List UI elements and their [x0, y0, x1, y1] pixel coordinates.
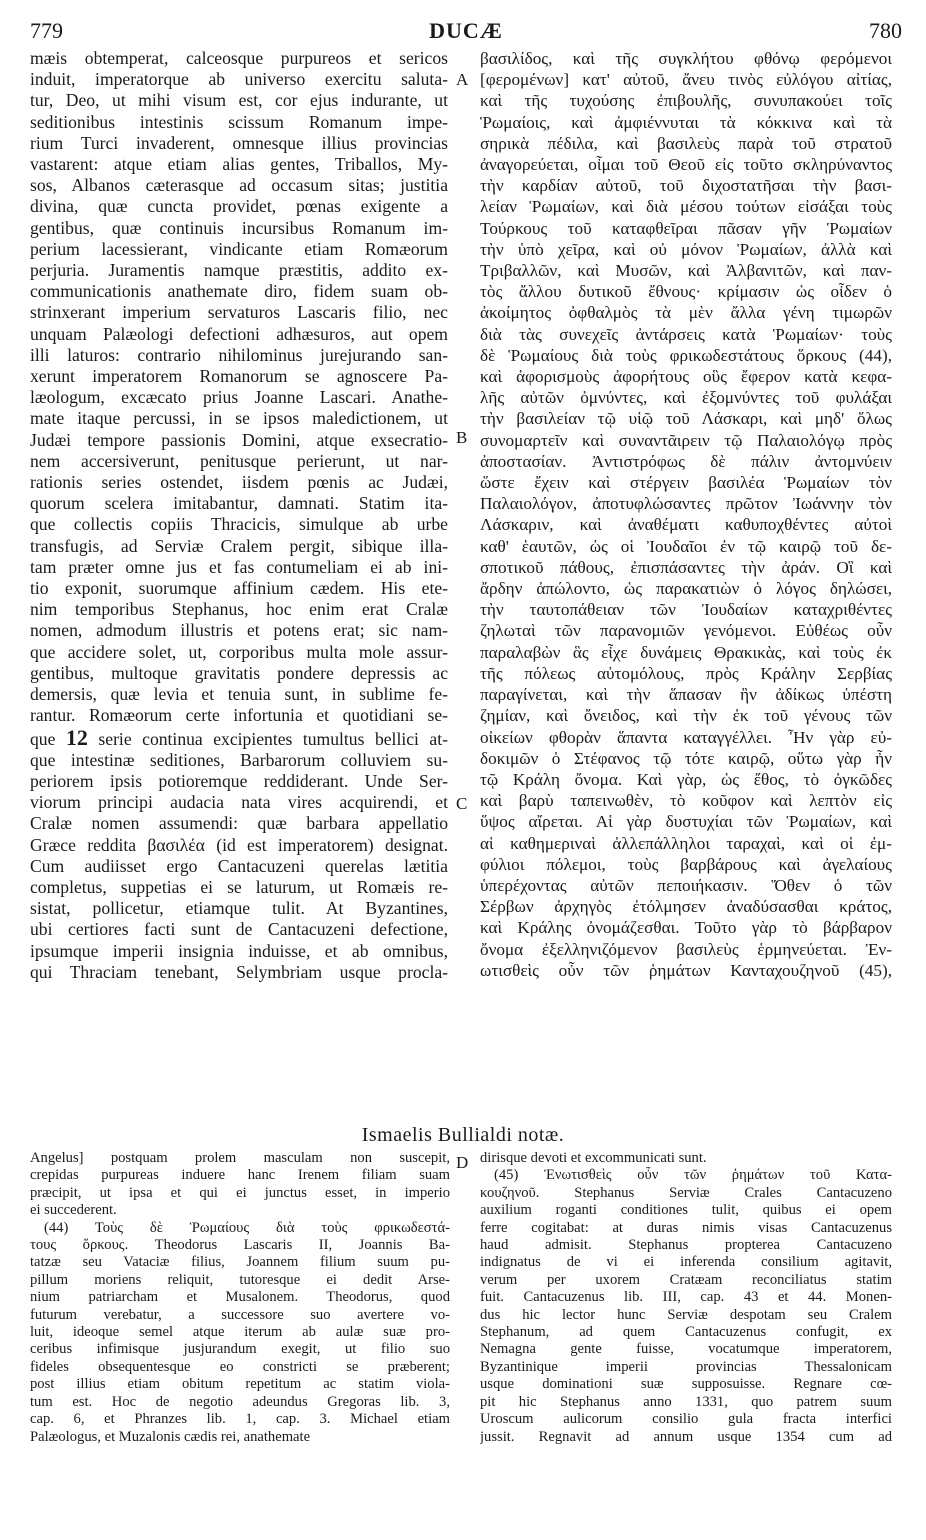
- note-line: (45) Ἐνωτισθεὶς οὖν τῶν ῥημάτων τοῦ Κατα-: [494, 1167, 892, 1184]
- latin-line: vastarent: atque etiam alias gentes, Triballos, My-: [30, 154, 448, 175]
- greek-line: Τούρκους τοῦ καταφθεῖραι πᾶσαν γῆν Ῥωμαίων: [480, 218, 892, 238]
- greek-line: καθ' ἑαυτῶν, ὡς οἱ Ἰουδαῖοι ἐν τῷ καιρῷ τοῦ δε-: [480, 536, 892, 556]
- margin-letter-d: D: [456, 1153, 469, 1172]
- note-line: futurum verebatur, a successore suo avertere vo-: [30, 1306, 450, 1323]
- latin-line: rium Turci invaderent, omnesque illius provincias: [30, 132, 448, 153]
- latin-line: Græce reddita βασιλέα (id est imperatorem) designat.: [30, 834, 448, 855]
- greek-text-column: [480, 48, 892, 981]
- greek-line: συνομαρτεῖν καὶ συναντᾶιρειν τῷ Παλαιολόγῳ πρὸς: [480, 430, 892, 450]
- greek-line: Σέρβων ἀρχηγὸς ἐτόλμησεν ἀναδύσασθαι κράτος,: [480, 897, 892, 917]
- latin-line: unquam Palæologi defectioni adhæsuros, aut opem: [30, 323, 448, 344]
- greek-line: ωτισθεὶς οὖν τῶν ῥημάτων Κανταχουζηνοῦ (45),: [480, 960, 892, 980]
- latin-line: que 12 serie continua excipientes tumultus bellici at-: [30, 726, 448, 750]
- greek-line: ζηλωταὶ τῶν παρανομιῶν γενόμενοι. Εὐθέως οὖν: [480, 621, 892, 641]
- margin-letter-a: A: [456, 70, 469, 89]
- latin-line: que collectis copiis Thracicis, simulque ab urbe: [30, 514, 448, 535]
- note-line: crepidas purpureas induere hanc Irenem filiam suam: [30, 1167, 450, 1184]
- note-line: (44) Τοὺς δὲ Ῥωμαίους διὰ τοὺς φρικωδεστά-: [44, 1219, 450, 1236]
- latin-line: Cralæ nomen assumendi: quæ barbara appellatio: [30, 813, 448, 834]
- greek-line: διὰ τὰς συνεχεῖς ἀντάρσεις κατὰ Ῥωμαίων· τοὺς: [480, 324, 892, 344]
- greek-line: λῆς αὐτῶν ὀμνύντες, καὶ ἐξομνύντες τοῦ φυλάξαι: [480, 388, 892, 408]
- note-line: haud admisit. Stephanus propterea Cantacuzeno: [480, 1237, 892, 1254]
- greek-line: τὴν βασιλείαν τῷ υἱῷ τοῦ Λάσκαρι, καὶ μηδ' ὅλως: [480, 409, 892, 429]
- note-line: tum est. Hoc de negotio adeundus Gregoras lib. 3,: [30, 1393, 450, 1410]
- latin-line: ipsumque imperii insignia induisse, et ab omnibus,: [30, 940, 448, 961]
- greek-line: φύλιοι πόλεμοι, τοὺς βαρβάρους καὶ ἀγελαίους: [480, 854, 892, 874]
- latin-line: mate itaque percussi, in se ipsos maledictionem, ut: [30, 408, 448, 429]
- note-line: fuit. Cantacuzenus lib. III, cap. 43 et 44. Monen-: [480, 1289, 892, 1306]
- greek-line: οἰκείων φθορὰν ἅπαντα καταγγέλλει. Ἦν γὰρ εὐ-: [480, 727, 892, 747]
- note-line: fideles obsequentesque eo constricti se præberent;: [30, 1358, 450, 1375]
- latin-line: periorem ipsis potioremque reddiderant. Unde Ser-: [30, 770, 448, 791]
- greek-line: αἱ καθημεριναὶ ἀλλεπάλληλοι ταραχαὶ, καὶ οἱ ἐμ-: [480, 833, 892, 853]
- latin-line: xerunt imperatorem Romanorum se agnoscere Pa-: [30, 366, 448, 387]
- greek-line: ὄνομα ἐξελληνιζόμενον βασιλεὺς ἑρμηνεύεται. Ἐν-: [480, 939, 892, 959]
- note-line: κουζηνοῦ. Stephanus Serviæ Crales Cantacuzeno: [480, 1184, 892, 1201]
- note-line: Nemagna gente fuisse, vocatumque imperatorem,: [480, 1341, 892, 1358]
- greek-line: τὴν ταυτοπάθειαν τῶν Ἰουδαίων καταχριθέντες: [480, 600, 892, 620]
- note-line: indignatus de vi ei inferenda consilium agitavit,: [480, 1254, 892, 1271]
- note-line: Palæologus, et Muzalonis cædis rei, anathemate: [30, 1428, 311, 1445]
- latin-line-rest: serie continua excipientes tumultus bellici at-: [98, 728, 448, 749]
- latin-line: illi laturos: contrario nihilominus jurejurando san-: [30, 344, 448, 365]
- latin-line: seditionibus intestinis scissum Romanum impe-: [30, 111, 448, 132]
- note-line: cap. 6, et Phranzes lib. 1, cap. 3. Michael etiam: [30, 1411, 450, 1428]
- notes-right-column: [480, 1150, 892, 1446]
- section-number: 12: [65, 726, 88, 750]
- latin-line: mæis obtemperat, calceosque purpureos et sericos: [30, 48, 448, 68]
- greek-line: Παλαιολόγον, ἀποτυφλώσαντες πρῶτον Ἰωάννην τὸν: [480, 494, 892, 514]
- note-line: pit hic Stephanus anno 1331, quo patrem suum: [480, 1393, 892, 1410]
- greek-line: καὶ τῆς τυχούσης ἐπιβουλῆς, συνυπακούει τοῖς: [480, 91, 892, 111]
- notes-left-column: [30, 1150, 450, 1446]
- latin-line: Cum audiisset ergo Cantacuzeni querelas lætitia: [30, 855, 448, 876]
- latin-line: sistat, pollicetur, etiamque tulit. At Byzantines,: [30, 898, 448, 919]
- greek-line: καὶ Κράλης ὀνομάζεσθαι. Τοῦτο γὰρ τὸ βάρβαρον: [480, 918, 892, 938]
- note-line: dus hic lector hunc Serviæ despotam seu Cralem: [480, 1306, 892, 1323]
- latin-text-column: [30, 48, 448, 983]
- note-line: ceribus infimisque jusjurandum exegit, ut filio suo: [30, 1341, 450, 1358]
- latin-line: sos, Albanos cæterasque ad occasum sitas; justitia: [30, 175, 448, 196]
- latin-line: demersis, quæ levia et tenuia sunt, in sublime fe-: [30, 684, 448, 705]
- note-line: tatzæ seu Vataciæ filius, Joannem filium suum pu-: [30, 1254, 450, 1271]
- note-line: Uroscum aulicorum consilio gula fracta interfici: [480, 1411, 892, 1428]
- greek-line: δοκιμῶν ὁ Στέφανος τῷ τότε καιρῷ, οὕτω γὰρ ἦν: [480, 748, 892, 768]
- latin-line: perjuria. Juramentis namque præstitis, addito ex-: [30, 260, 448, 281]
- latin-line: strinxerant imperium servaturos Lascaris filio, nec: [30, 302, 448, 323]
- greek-line: ἄρδην ἀπώλοντο, ὡς παρακατιὼν ὁ λόγος δηλώσει,: [480, 579, 892, 599]
- page-number-left: 779: [30, 18, 63, 43]
- greek-line: [φερομένων] κατ' αὐτοῦ, ἄνευ τινὸς εὐλόγου αἰτίας,: [480, 70, 892, 90]
- greek-line: ἀναγορεύεται, οἶμαι τοῦ Θεοῦ εἰς τοῦτο σκληρύναντος: [480, 155, 892, 175]
- latin-line: nim temporibus Stephanus, hoc enim erat Cralæ: [30, 599, 448, 620]
- greek-line: τὴν ὑπὸ χεῖρα, καὶ οὐ μόνον Ῥωμαίων, ἀλλὰ καὶ: [480, 239, 892, 259]
- latin-line: divina, quæ cuncta providet, pœnas exigente a: [30, 196, 448, 217]
- greek-line: παραγίνεται, καὶ τὴν ἅπασαν ἣν ἀδίκως ὑπέστη: [480, 685, 892, 705]
- page-number-right: 780: [869, 18, 902, 43]
- running-title: DUCÆ: [429, 18, 503, 43]
- note-line: ei succederent.: [30, 1202, 117, 1219]
- latin-line: perium lacessierant, vindicante etiam Romæorum: [30, 238, 448, 259]
- latin-line: induit, imperatorque ab universo exercitu saluta-: [30, 69, 448, 90]
- greek-line: σηρικὰ πέδιλα, καὶ βασιλεὺς παρὰ τοῦ στρατοῦ: [480, 133, 892, 153]
- note-line: Byzantinique imperii provincias Thessalonicam: [480, 1358, 892, 1375]
- greek-line: τὸς ἄλλου δυτικοῦ ἔθνους· κρίμασιν ὡς οἶδεν ὁ: [480, 282, 892, 302]
- greek-line: βασιλίδος, καὶ τῆς συγκλήτου φθόνῳ φερόμενοι: [480, 49, 892, 68]
- greek-line: ὕψος αἴρεται. Αἱ γὰρ δυστυχίαι τῶν Ῥωμαίων, καὶ: [480, 812, 892, 832]
- note-line: Stephanum, ad quem Cantacuzenus confugit, ex: [480, 1324, 892, 1341]
- greek-line: ὑπερέχοντας αὐτῶν πεποιήκασιν. Ὅθεν ὁ τῶν: [480, 875, 892, 895]
- running-head: [30, 18, 902, 48]
- latin-line: Judæi tempore passionis Domini, atque exsecratio-: [30, 429, 448, 450]
- note-line: auxilium roganti conditiones tulit, quibus ei opem: [480, 1202, 892, 1219]
- latin-line: nem accersiverunt, penitusque perierunt, ut nar-: [30, 450, 448, 471]
- latin-line: tur, Deo, ut mihi visum est, cor ejus indurante, ut: [30, 90, 448, 111]
- latin-line: gentibus, multoque gravitatis pondere depressis ac: [30, 662, 448, 683]
- latin-line: completus, suppetias ei se laturum, ut Romæis re-: [30, 876, 448, 897]
- note-line: Angelus] postquam prolem masculam non suscepit,: [30, 1150, 450, 1166]
- greek-line: Λάσκαριν, καὶ ἀναθέματι καθυποχθέντες αὐτοὶ: [480, 515, 892, 535]
- greek-line: ἀποστασίαν. Ἀντιστρόφως δὲ πάλιν ἀντομνύειν: [480, 451, 892, 471]
- note-line: præcipit, ut ipsa et qui ei junctus esset, in imperio: [30, 1184, 450, 1201]
- note-line: luit, ideoque semel atque iterum ab aulæ suæ pro-: [30, 1324, 450, 1341]
- note-line: verum per uxorem Cratæam reconciliatus statim: [480, 1271, 892, 1288]
- margin-letter-c: C: [456, 794, 468, 813]
- greek-line: Τριβαλλῶν, καὶ Μυσῶν, καὶ Ἀλβανιτῶν, καὶ παν-: [480, 261, 892, 281]
- greek-line: ὥστε ἔχειν καὶ στέργειν βασιλέα Ῥωμαίων τὸν: [480, 473, 892, 493]
- latin-line: rantur. Romæorum certe infortunia et quotidiani se-: [30, 705, 448, 726]
- greek-line: τῆς πόλεως αὐτομόλους, πρὸς Κράλην Σερβίας: [480, 663, 892, 683]
- latin-line: tio exponit, suorumque affinium cædem. His ete-: [30, 578, 448, 599]
- latin-line: communicationis anathemate diro, fidem suam ob-: [30, 281, 448, 302]
- note-line: jussit. Regnavit ad annum usque 1354 cum ad: [480, 1428, 892, 1445]
- note-line: post illius etiam obitum repetitum ac statim viola-: [30, 1376, 450, 1393]
- note-line: nium patriarcham et Musalonem. Theodorus, quod: [30, 1289, 450, 1306]
- latin-line: viorum principi audacia nata vires acquirendi, et: [30, 792, 448, 813]
- greek-line: καὶ βαρὺ ταπεινωθὲν, τὸ κοῦφον καὶ λεπτὸν εἰς: [480, 791, 892, 811]
- greek-line: λείαν Ῥωμαίων, καὶ διὰ μέσου τούτων εἰσάξαι τοὺς: [480, 197, 892, 217]
- latin-line: que intestinæ seditiones, Barbarorum colluviem su-: [30, 749, 448, 770]
- note-line: ferre cogitabat: at duras nimis visas Cantacuzenus: [480, 1219, 892, 1236]
- notes-heading: Ismaelis Bullialdi notæ.: [361, 1124, 565, 1146]
- greek-line: ζημίαν, καὶ ὄνειδος, καὶ τὴν ἐκ τοῦ γένους τῶν: [480, 706, 892, 726]
- greek-line: ἀκοίμητος ὀφθαλμὸς τὰ μὲν ἄλλα γένη τιμωρῶν: [480, 303, 892, 323]
- note-line: pillum moriens reliquit, tutoresque ei dedit Arse-: [30, 1271, 450, 1288]
- greek-line: παραλαβὼν ἃς εἶχε δυνάμεις Θρακικὰς, καὶ τοὺς ἐκ: [480, 642, 892, 662]
- latin-line: nomen, admodum illustris et potens erat; sic nam-: [30, 620, 448, 641]
- greek-line: καὶ ἀφορισμοὺς ἀφορήτους οὓς ἔφερον κατὰ κεφα-: [480, 367, 892, 387]
- latin-line: tam præter omne jus et fas contumeliam ei ab ini-: [30, 556, 448, 577]
- note-line: usque dominationi suæ supposuisse. Regnare cœ-: [480, 1376, 892, 1393]
- greek-line: σποτικοῦ πάθους, ἐπισπάσαντες τὴν ἀράν. Οἳ καὶ: [480, 557, 892, 577]
- greek-line: τῷ Κράλη ὄνομα. Καὶ γὰρ, ὡς ἔθος, τὸ ὀγκῶδες: [480, 769, 892, 789]
- latin-line: gentibus, quæ continuis incursibus Romanum im-: [30, 217, 448, 238]
- note-line: dirisque devoti et excommunicati sunt.: [480, 1150, 707, 1166]
- greek-line: τὴν καρδίαν αὐτοῦ, τοῦ διχοστατῆσαι τὴν βασι-: [480, 176, 892, 196]
- note-line: τους ὅρκους. Theodorus Lascaris II, Joannis Ba-: [30, 1237, 450, 1254]
- greek-line: δὲ Ῥωμαίους διὰ τοὺς φρικωδεστάτους ὅρκους (44),: [480, 345, 892, 365]
- latin-line: que accidere solet, ut, corporibus multa mole assur-: [30, 641, 448, 662]
- latin-line: transfugis, ad Serviæ Cralem pergit, sibique illa-: [30, 535, 448, 556]
- greek-line: Ῥωμαίοις, καὶ ἀμφιέννυται τὰ κόκκινα καὶ τὰ: [480, 112, 892, 132]
- latin-line: quorum scelera imitabantur, damnati. Statim ita-: [30, 493, 448, 514]
- latin-line: læologum, excæcato prius Joanne Lascari. Anathe-: [30, 387, 448, 408]
- margin-letter-b: B: [456, 428, 468, 447]
- latin-line: ubi certiores facti sunt de Cantacuzeni defectione,: [30, 919, 448, 940]
- latin-line: qui Thraciam tenebant, Selymbriam usque procla-: [30, 961, 448, 982]
- latin-line: rationis series ostendet, iisdem pœnis ac Judæi,: [30, 472, 448, 493]
